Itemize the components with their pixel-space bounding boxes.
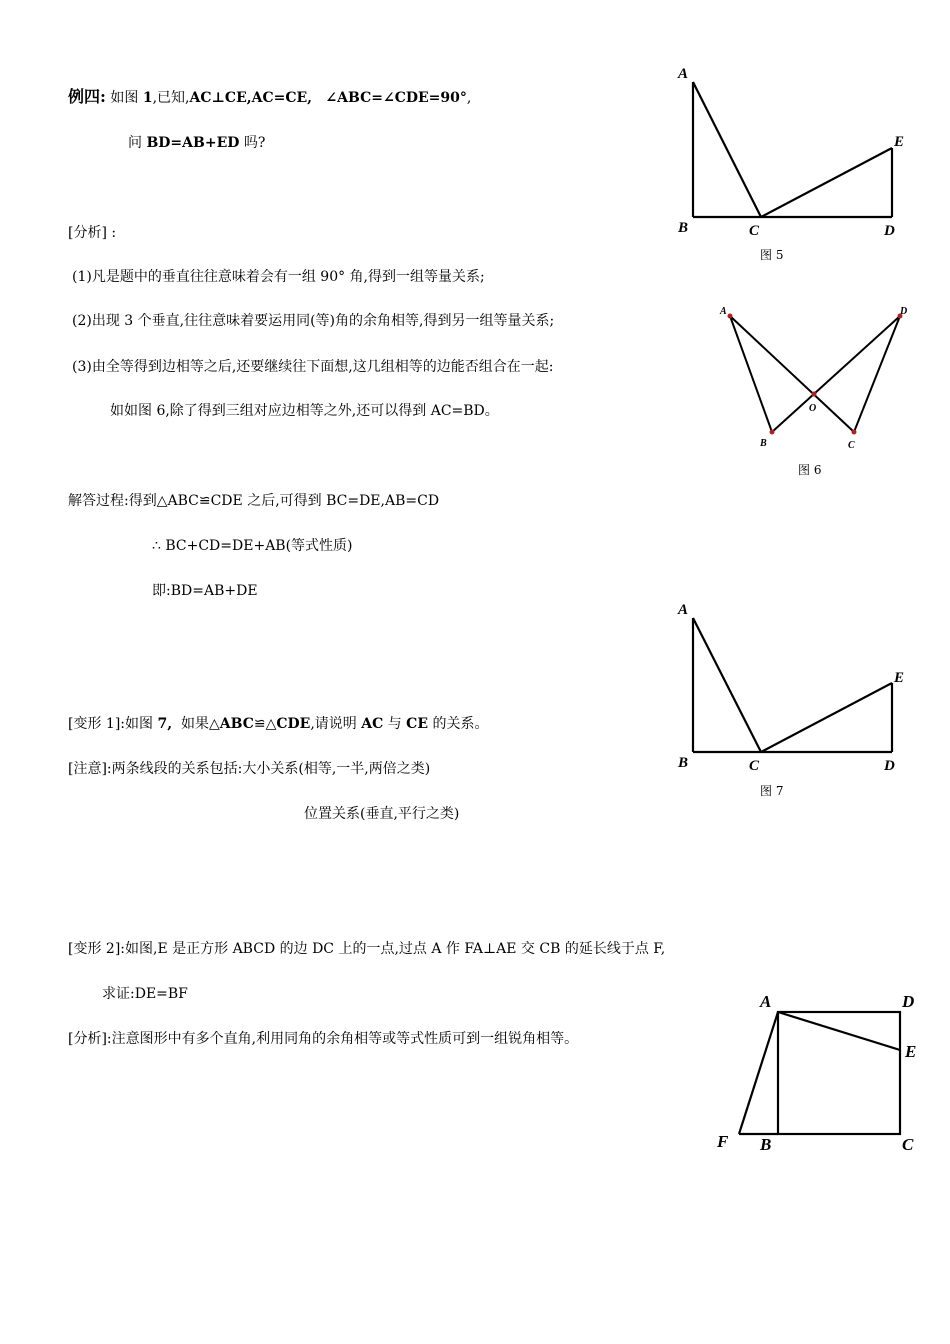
label-b: B <box>678 755 689 771</box>
example-line-2 <box>128 134 265 152</box>
label-c: C <box>902 1135 914 1154</box>
text: BD=AB+ED <box>146 135 240 151</box>
label-b: B <box>760 1135 772 1154</box>
text: CE <box>406 716 428 732</box>
label-c: C <box>749 758 760 774</box>
segment-ac <box>693 82 761 217</box>
figure-7 <box>660 596 920 801</box>
segment-ce <box>761 148 892 217</box>
segment-dc <box>854 316 900 432</box>
label-d: D <box>884 223 895 239</box>
label-b: B <box>678 220 689 236</box>
text: ,已知, <box>152 90 190 106</box>
solution-line-3: 即:BD=AB+DE <box>152 583 258 599</box>
label-b: B <box>760 438 767 449</box>
segment-ae <box>778 1012 900 1050</box>
point-o <box>812 392 817 397</box>
text: ∠ABC=∠CDE=90° <box>325 90 467 106</box>
example-title: 例四: <box>68 87 106 106</box>
point-b <box>770 430 775 435</box>
figure-5-caption: 图 5 <box>760 248 784 262</box>
text: ,请说明 <box>310 716 357 732</box>
variant2-line-1: [变形 2]:如图,E 是正方形 ABCD 的边 DC 上的一点,过点 A 作 FA⊥AE 交 CB 的延长线于点 F, <box>68 941 666 957</box>
segment-ce <box>761 683 892 752</box>
label-c: C <box>749 223 760 239</box>
text: , <box>466 90 472 106</box>
figure-7-caption: 图 7 <box>760 784 784 798</box>
point-c <box>852 430 857 435</box>
analysis-p2: (2)出现 3 个垂直,往往意味着要运用同(等)角的余角相等,得到另一组等量关系; <box>72 313 555 329</box>
label-a: A <box>678 602 689 618</box>
figure-5 <box>660 60 920 265</box>
text: 如果△ <box>180 716 220 732</box>
analysis-p3: (3)由全等得到边相等之后,还要继续往下面想,这几组相等的边能否组合在一起: <box>72 359 554 375</box>
label-a: A <box>720 306 727 317</box>
text: ABC <box>219 716 254 732</box>
label-c: C <box>848 440 855 451</box>
text: 与 <box>387 716 402 732</box>
text: ≌△ <box>253 716 277 732</box>
text: 7, <box>157 716 173 732</box>
label-a: A <box>678 66 689 82</box>
text: 问 <box>128 135 142 151</box>
variant1-note-2: 位置关系(垂直,平行之类) <box>304 806 460 822</box>
label-a: A <box>760 992 772 1011</box>
solution-line-2: ∴ BC+CD=DE+AB(等式性质) <box>152 538 353 554</box>
variant2-line-3: [分析]:注意图形中有多个直角,利用同角的余角相等或等式性质可到一组锐角相等。 <box>68 1031 579 1047</box>
text: 吗? <box>243 135 266 151</box>
text: CDE <box>276 716 311 732</box>
figure-square <box>710 985 930 1160</box>
segment-ab <box>730 316 772 432</box>
point-a <box>728 314 733 319</box>
label-d: D <box>884 758 895 774</box>
segment-af <box>739 1012 778 1134</box>
analysis-heading: [分析] : <box>68 225 117 241</box>
figure-6-caption: 图 6 <box>798 463 822 477</box>
variant1-line <box>68 715 488 733</box>
label-e: E <box>894 134 905 150</box>
label-o: O <box>809 403 817 414</box>
text: [变形 1]:如图 <box>68 716 153 732</box>
label-e: E <box>905 1042 917 1061</box>
analysis-p4: 如如图 6,除了得到三组对应边相等之外,还可以得到 AC=BD。 <box>110 403 499 419</box>
text: 的关系。 <box>432 716 489 732</box>
text: AC <box>361 716 384 732</box>
figure-6 <box>710 300 920 460</box>
variant1-note: [注意]:两条线段的关系包括:大小关系(相等,一半,两倍之类) <box>68 761 431 777</box>
example-line-1 <box>68 88 471 107</box>
text: 1 <box>142 90 153 106</box>
text: 如图 <box>110 90 139 106</box>
text: AC⊥CE,AC=CE, <box>189 90 313 106</box>
variant2-line-2: 求证:DE=BF <box>102 986 188 1002</box>
label-f: F <box>717 1132 729 1151</box>
segment-ac <box>693 618 761 752</box>
label-d: D <box>900 306 908 317</box>
label-d: D <box>902 992 915 1011</box>
solution-line-1: 解答过程:得到△ABC≌CDE 之后,可得到 BC=DE,AB=CD <box>68 493 440 509</box>
label-e: E <box>894 670 905 686</box>
analysis-p1: (1)凡是题中的垂直往往意味着会有一组 90° 角,得到一组等量关系; <box>72 269 485 285</box>
